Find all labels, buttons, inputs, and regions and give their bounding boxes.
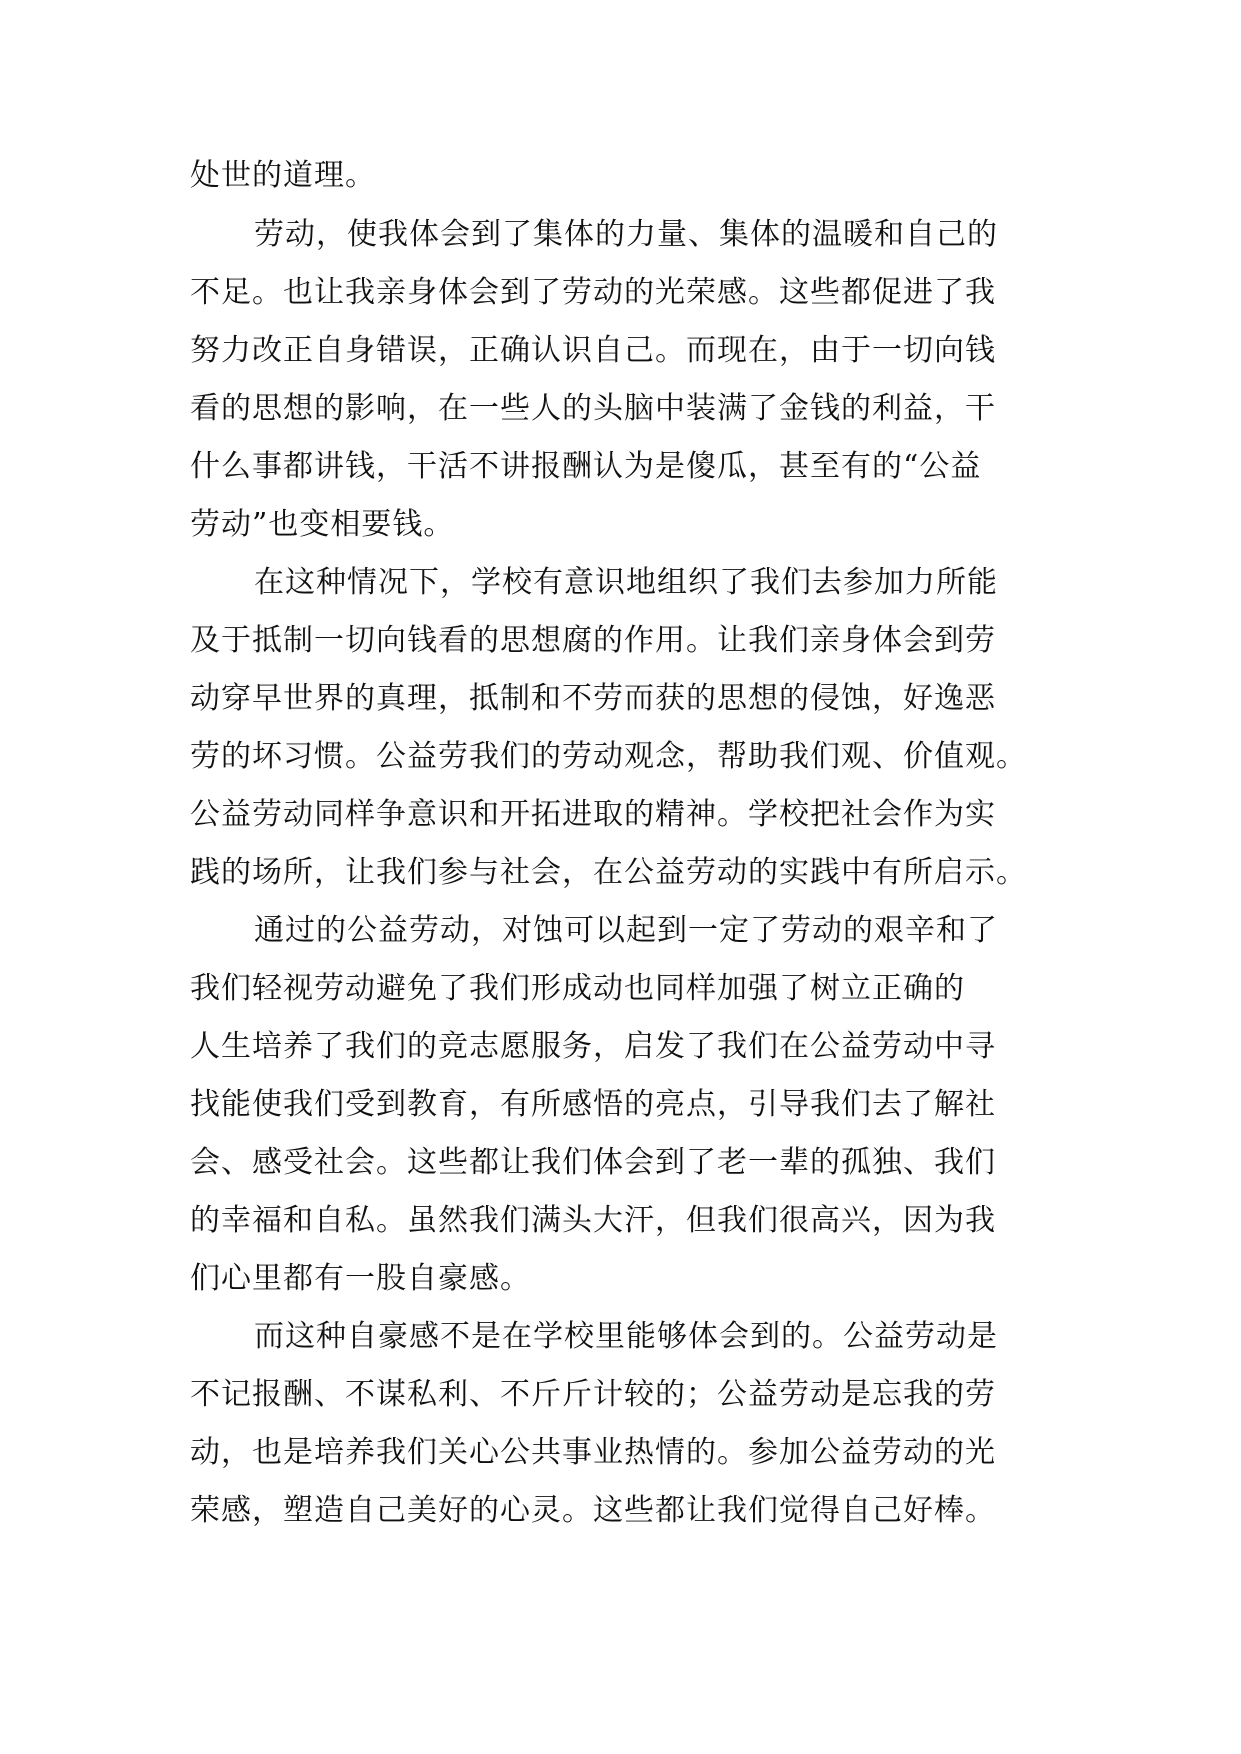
paragraph-line: 践的场所，让我们参与社会，在公益劳动的实践中有所启示。 [190, 855, 1027, 890]
paragraph-line: 公益劳动同样争意识和开拓进取的精神。学校把社会作为实 [190, 797, 996, 832]
paragraph-line: 什么事都讲钱，干活不讲报酬认为是傻瓜，甚至有的“公益 [190, 449, 982, 484]
paragraph-line: 会、感受社会。这些都让我们体会到了老一辈的孤独、我们 [190, 1145, 996, 1180]
paragraph-line: 们心里都有一股自豪感。 [190, 1261, 531, 1296]
paragraph-line: 荣感，塑造自己美好的心灵。这些都让我们觉得自己好棒。 [190, 1493, 996, 1528]
paragraph-line: 通过的公益劳动，对蚀可以起到一定了劳动的艰辛和了 [254, 913, 998, 948]
paragraph-line: 努力改正自身错误，正确认识自己。而现在，由于一切向钱 [190, 333, 996, 368]
paragraph-line: 处世的道理。 [190, 158, 376, 193]
paragraph-line: 在这种情况下，学校有意识地组织了我们去参加力所能 [254, 565, 998, 600]
paragraph-line: 及于抵制一切向钱看的思想腐的作用。让我们亲身体会到劳 [190, 623, 996, 658]
paragraph-line: 动穿早世界的真理，抵制和不劳而获的思想的侵蚀，好逸恶 [190, 681, 996, 716]
paragraph-line: 而这种自豪感不是在学校里能够体会到的。公益劳动是 [254, 1319, 998, 1354]
paragraph-line: 动，也是培养我们关心公共事业热情的。参加公益劳动的光 [190, 1435, 996, 1470]
paragraph-line: 找能使我们受到教育，有所感悟的亮点，引导我们去了解社 [190, 1087, 996, 1122]
paragraph-line: 的幸福和自私。虽然我们满头大汗，但我们很高兴，因为我 [190, 1203, 996, 1238]
paragraph-line: 人生培养了我们的竞志愿服务，启发了我们在公益劳动中寻 [190, 1029, 996, 1064]
paragraph-line: 不记报酬、不谋私利、不斤斤计较的；公益劳动是忘我的劳 [190, 1377, 996, 1412]
paragraph-line: 我们轻视劳动避免了我们形成动也同样加强了树立正确的 [190, 971, 965, 1006]
paragraph-line: 劳的坏习惯。公益劳我们的劳动观念，帮助我们观、价值观。 [190, 739, 1027, 774]
paragraph-line: 劳动，使我体会到了集体的力量、集体的温暖和自己的 [254, 217, 998, 252]
paragraph-line: 劳动”也变相要钱。 [190, 507, 455, 542]
document-body [190, 152, 1070, 1540]
paragraph-line: 看的思想的影响，在一些人的头脑中装满了金钱的利益，干 [190, 391, 996, 426]
paragraph-line: 不足。也让我亲身体会到了劳动的光荣感。这些都促进了我 [190, 275, 996, 310]
